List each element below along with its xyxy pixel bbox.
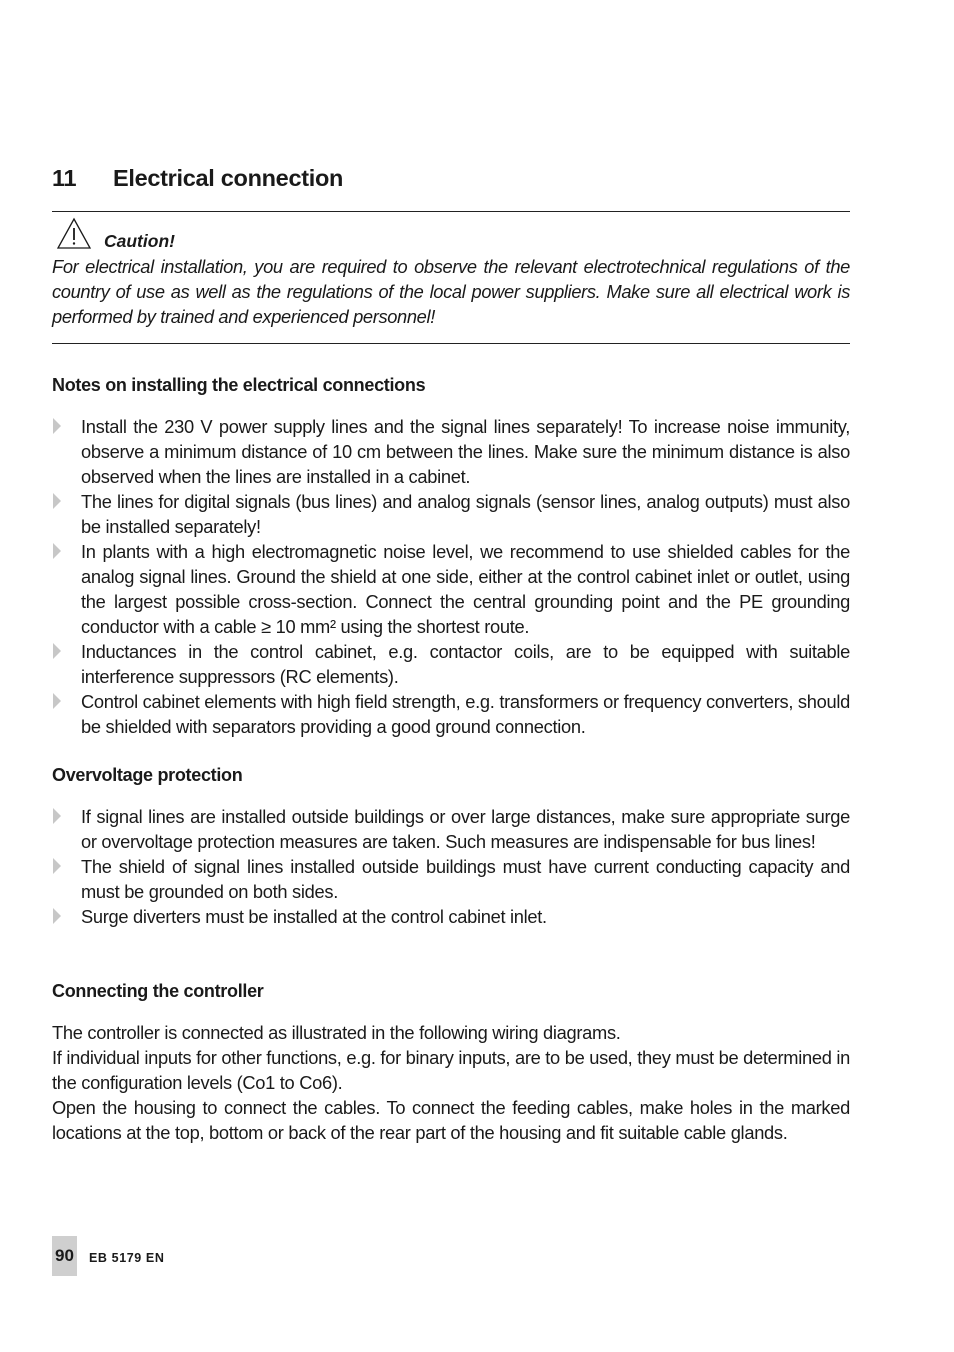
chapter-title: Electrical connection xyxy=(113,165,344,191)
connecting-heading: Connecting the controller xyxy=(52,981,264,1001)
list-item-text: Inductances in the control cabinet, e.g. contactor coils, are to be equipped with suitable interference suppressors (RC elements). xyxy=(81,641,850,687)
caution-bottom-divider xyxy=(52,343,850,344)
notes-list xyxy=(52,414,850,739)
paragraph: If individual inputs for other functions, e.g. for binary inputs, are to be used, they must be determined in the configuration levels (Co1 to Co6). xyxy=(52,1047,850,1093)
chapter-heading xyxy=(52,165,343,192)
connecting-paragraphs xyxy=(52,1020,850,1145)
triangle-bullet-icon xyxy=(53,693,61,709)
triangle-bullet-icon xyxy=(53,643,61,659)
list-item-text: If signal lines are installed outside buildings or over large distances, make sure appropriate surge or overvoltage protection measures are taken. Such measures are indispensable for bus lines! xyxy=(81,806,850,852)
list-item-text: In plants with a high electromagnetic noise level, we recommend to use shielded cables for the analog signal lines. Ground the shield at one side, either at the control cabinet inlet or outlet, using the largest possible cross-section. Connect the central grounding point and the PE grounding conductor with a cable ≥ 10 mm² using the shortest route. xyxy=(81,541,850,637)
triangle-bullet-icon xyxy=(53,908,61,924)
document-id: EB 5179 EN xyxy=(89,1251,165,1265)
overvoltage-heading: Overvoltage protection xyxy=(52,765,243,785)
caution-top-divider xyxy=(52,211,850,212)
chapter-number: 11 xyxy=(52,165,77,191)
triangle-bullet-icon xyxy=(53,493,61,509)
triangle-bullet-icon xyxy=(53,858,61,874)
list-item xyxy=(52,639,850,689)
caution-text: For electrical installation, you are required to observe the relevant electrotechnical regulations of the country of use as well as the regulations of the local power suppliers. Make sure all electrical work is performed by trained and experienced personnel! xyxy=(52,256,850,327)
notes-heading: Notes on installing the electrical connections xyxy=(52,375,426,395)
list-item-text: Surge diverters must be installed at the control cabinet inlet. xyxy=(81,906,547,927)
warning-triangle-icon xyxy=(56,217,92,250)
list-item xyxy=(52,539,850,639)
triangle-bullet-icon xyxy=(53,808,61,824)
list-item xyxy=(52,854,850,904)
page-number: 90 xyxy=(55,1246,74,1265)
list-item-text: The shield of signal lines installed outside buildings must have current conducting capacity and must be grounded on both sides. xyxy=(81,856,850,902)
triangle-bullet-icon xyxy=(53,418,61,434)
paragraph: The controller is connected as illustrated in the following wiring diagrams. xyxy=(52,1022,621,1043)
list-item-text: Control cabinet elements with high field strength, e.g. transformers or frequency converters, should be shielded with separators providing a good ground connection. xyxy=(81,691,850,737)
list-item-text: Install the 230 V power supply lines and the signal lines separately! To increase noise immunity, observe a minimum distance of 10 cm between the lines. Make sure the minimum distance is also observed when the lines are installed in a cabinet. xyxy=(81,416,850,487)
list-item xyxy=(52,689,850,739)
list-item xyxy=(52,489,850,539)
list-item xyxy=(52,904,850,929)
list-item xyxy=(52,804,850,854)
list-item xyxy=(52,414,850,489)
list-item-text: The lines for digital signals (bus lines) and analog signals (sensor lines, analog outputs) must also be installed separately! xyxy=(81,491,850,537)
paragraph: Open the housing to connect the cables. To connect the feeding cables, make holes in the marked locations at the top, bottom or back of the rear part of the housing and fit suitable cable glands. xyxy=(52,1097,850,1143)
triangle-bullet-icon xyxy=(53,543,61,559)
overvoltage-list xyxy=(52,804,850,929)
caution-label: Caution! xyxy=(104,231,175,251)
